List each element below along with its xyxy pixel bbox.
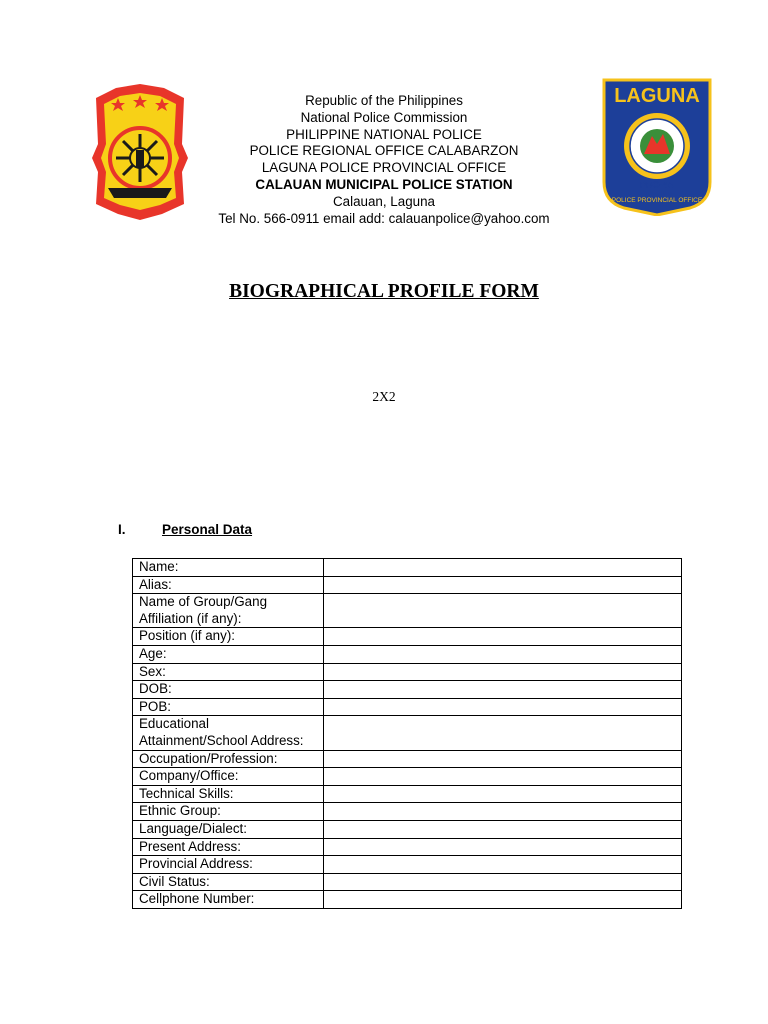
header-line-pnp: PHILIPPINE NATIONAL POLICE xyxy=(286,126,482,142)
table-row xyxy=(133,750,682,768)
field-value[interactable] xyxy=(324,750,682,768)
field-label: Language/Dialect: xyxy=(133,820,324,838)
field-label: Occupation/Profession: xyxy=(133,750,324,768)
pnp-logo xyxy=(90,84,190,220)
field-value[interactable] xyxy=(324,681,682,699)
table-row xyxy=(133,681,682,699)
table-row xyxy=(133,820,682,838)
field-value[interactable] xyxy=(324,838,682,856)
field-label: Name: xyxy=(133,559,324,577)
table-row xyxy=(133,891,682,909)
field-value[interactable] xyxy=(324,820,682,838)
letterhead xyxy=(200,93,568,227)
header-line-regional-office: POLICE REGIONAL OFFICE CALABARZON xyxy=(249,143,519,159)
table-row xyxy=(133,663,682,681)
field-label: Present Address: xyxy=(133,838,324,856)
table-row xyxy=(133,873,682,891)
header-line-location: Calauan, Laguna xyxy=(332,193,435,209)
table-row xyxy=(133,594,682,628)
table-row xyxy=(133,838,682,856)
laguna-logo-code: PRO-4A xyxy=(639,180,675,190)
field-label: Ethnic Group: xyxy=(133,803,324,821)
table-row xyxy=(133,698,682,716)
header-line-station: CALAUAN MUNICIPAL POLICE STATION xyxy=(255,176,513,192)
header-line-provincial-office: LAGUNA POLICE PROVINCIAL OFFICE xyxy=(261,160,507,176)
table-row xyxy=(133,785,682,803)
field-label: Cellphone Number: xyxy=(133,891,324,909)
section-title: Personal Data xyxy=(162,522,253,537)
field-label: Sex: xyxy=(133,663,324,681)
field-value[interactable] xyxy=(324,663,682,681)
field-value[interactable] xyxy=(324,873,682,891)
header-line-contact: Tel No. 566-0911 email add: calauanpolice@yahoo.com xyxy=(218,210,550,226)
laguna-logo-bottom-text: POLICE PROVINCIAL OFFICE xyxy=(611,197,703,204)
field-label: Provincial Address: xyxy=(133,856,324,874)
field-value[interactable] xyxy=(324,803,682,821)
personal-data-table xyxy=(132,558,682,909)
form-title: BIOGRAPHICAL PROFILE FORM xyxy=(229,281,539,302)
laguna-logo-title: LAGUNA xyxy=(614,85,700,107)
field-label: Civil Status: xyxy=(133,873,324,891)
field-label: POB: xyxy=(133,698,324,716)
table-row xyxy=(133,559,682,577)
field-label: Age: xyxy=(133,645,324,663)
field-value[interactable] xyxy=(324,559,682,577)
field-value[interactable] xyxy=(324,891,682,909)
field-label: Name of Group/Gang Affiliation (if any): xyxy=(133,594,324,628)
field-label: Technical Skills: xyxy=(133,785,324,803)
section-number: I. xyxy=(118,522,126,537)
field-value[interactable] xyxy=(324,768,682,786)
field-label: DOB: xyxy=(133,681,324,699)
table-row xyxy=(133,628,682,646)
header-line-napolcom: National Police Commission xyxy=(300,109,468,125)
field-label: Alias: xyxy=(133,576,324,594)
field-value[interactable] xyxy=(324,594,682,628)
table-row xyxy=(133,856,682,874)
field-value[interactable] xyxy=(324,576,682,594)
field-label: Company/Office: xyxy=(133,768,324,786)
table-row xyxy=(133,716,682,750)
table-row xyxy=(133,803,682,821)
field-value[interactable] xyxy=(324,716,682,750)
header-line-republic: Republic of the Philippines xyxy=(305,93,463,108)
table-row xyxy=(133,768,682,786)
field-value[interactable] xyxy=(324,698,682,716)
field-value[interactable] xyxy=(324,856,682,874)
table-row xyxy=(133,576,682,594)
laguna-ppo-logo xyxy=(600,78,714,216)
field-value[interactable] xyxy=(324,628,682,646)
field-label: Educational Attainment/School Address: xyxy=(133,716,324,750)
photo-placeholder-label: 2X2 xyxy=(372,389,396,404)
table-row xyxy=(133,645,682,663)
field-value[interactable] xyxy=(324,645,682,663)
field-label: Position (if any): xyxy=(133,628,324,646)
field-value[interactable] xyxy=(324,785,682,803)
